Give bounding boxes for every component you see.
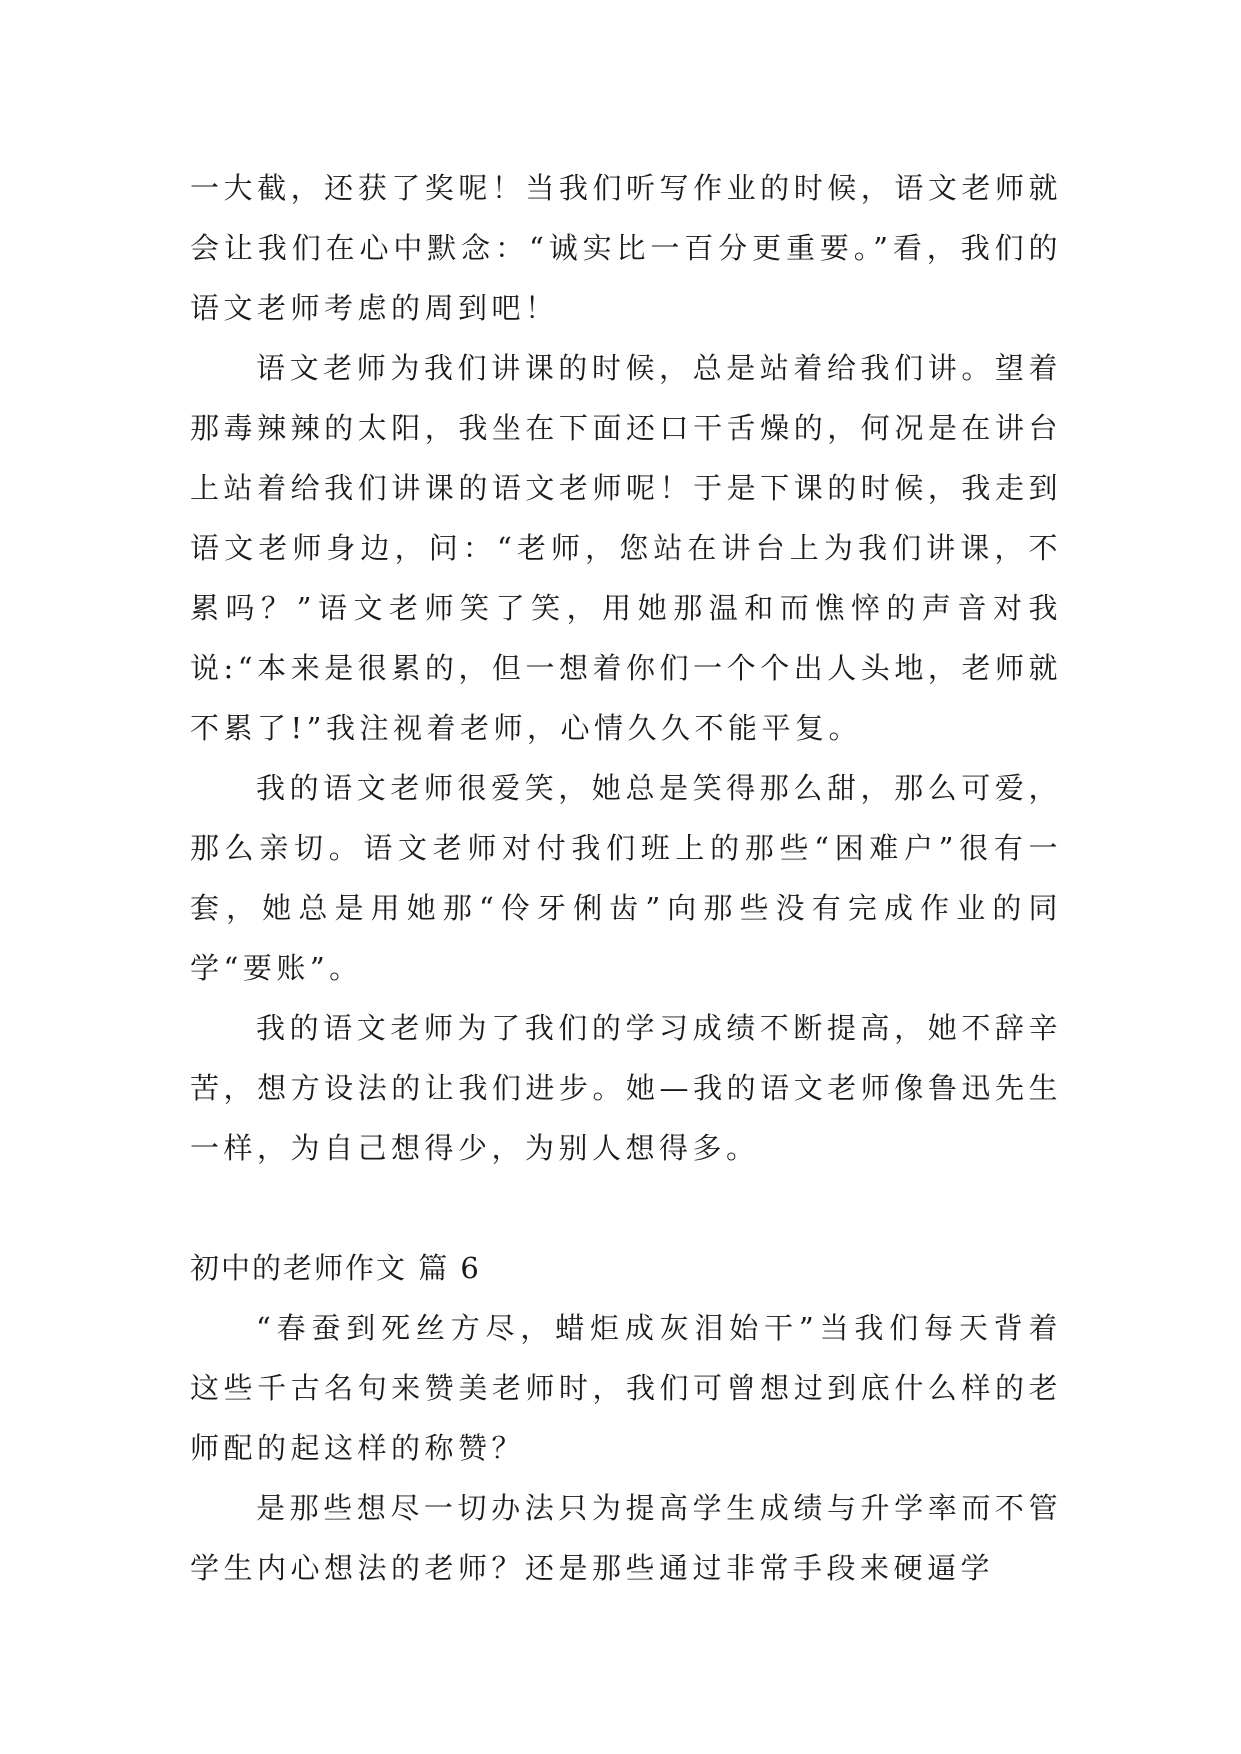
paragraph-3: 我的语文老师很爱笑，她总是笑得那么甜，那么可爱，那么亲切。语文老师对付我们班上的那些“困难户”很有一套，她总是用她那“伶牙俐齿”向那些没有完成作业的同学“要账”。 bbox=[190, 771, 1062, 985]
paragraph-2: 语文老师为我们讲课的时候，总是站着给我们讲。望着那毒辣辣的太阳，我坐在下面还口干舌燥的，何况是在讲台上站着给我们讲课的语文老师呢！于是下课的时候，我走到语文老师身边，问：“老师，您站在讲台上为我们讲课，不累吗？”语文老师笑了笑，用她那温和而憔悴的声音对我说:“本来是很累的，但一想着你们一个个出人头地，老师就不累了!”我注视着老师，心情久久不能平复。 bbox=[190, 351, 1062, 745]
paragraph-1: 一大截，还获了奖呢！当我们听写作业的时候，语文老师就会让我们在心中默念：“诚实比一百分更重要。”看，我们的语文老师考虑的周到吧！ bbox=[190, 171, 1062, 325]
section-heading: 初中的老师作文 篇 6 bbox=[190, 1251, 481, 1285]
section-paragraph-2: 是那些想尽一切办法只为提高学生成绩与升学率而不管学生内心想法的老师？还是那些通过非常手段来硬逼学 bbox=[190, 1491, 1062, 1585]
section-paragraph-1: “春蚕到死丝方尽，蜡炬成灰泪始干”当我们每天背着这些千古名句来赞美老师时，我们可曾想过到底什么样的老师配的起这样的称赞？ bbox=[190, 1311, 1062, 1465]
body-text bbox=[190, 158, 1062, 1598]
paragraph-4: 我的语文老师为了我们的学习成绩不断提高，她不辞辛苦，想方设法的让我们进步。她—我的语文老师像鲁迅先生一样，为自己想得少，为别人想得多。 bbox=[190, 1011, 1062, 1165]
